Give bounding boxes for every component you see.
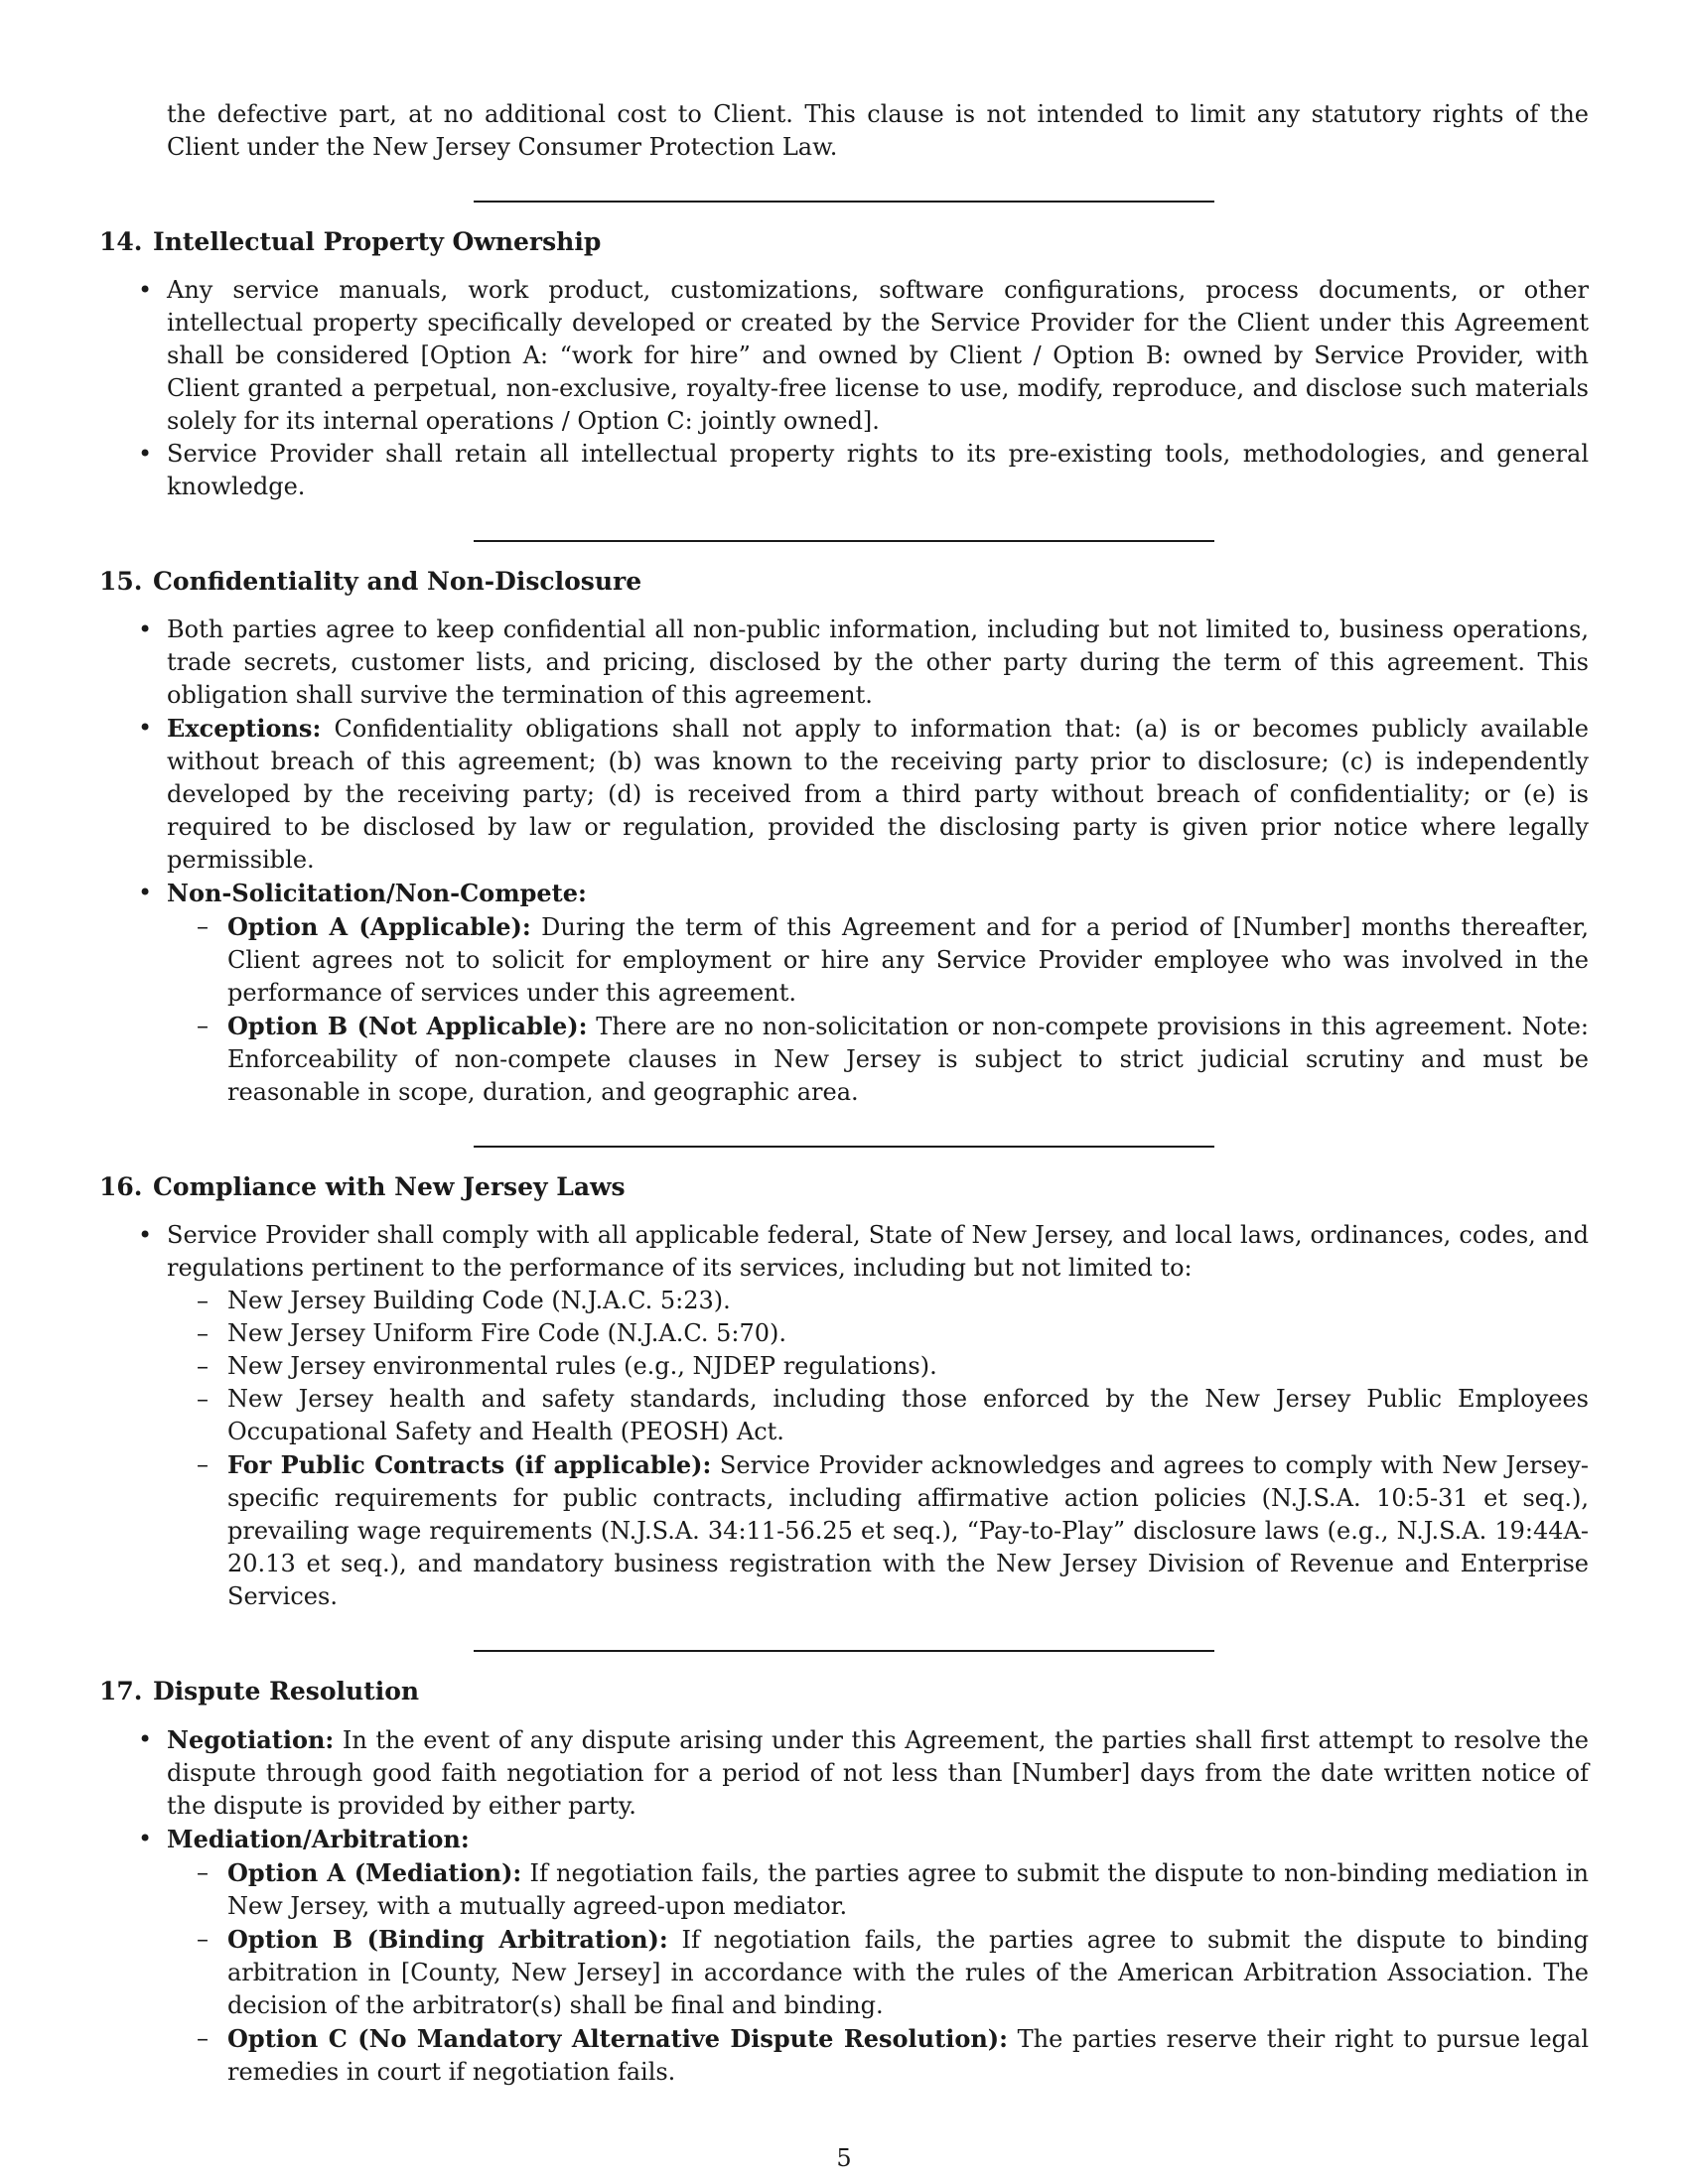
list-item: • Both parties agree to keep confidential all non-public information, including but not limited to, business operations, trade secrets, customer lists, and pricing, disclosed by the other party during the term of this agreement. This obligation shall survive the termination of this agreement.	[99, 614, 1589, 712]
list-item	[99, 877, 1589, 1109]
page-content	[99, 98, 1589, 2089]
item-text: There are no non-solicitation or non-compete provisions in this agreement. Note: Enforceability of non-compete clauses in New Jersey is subject to strict judicial scrutiny and must be reasonable in scope, duration, and geographic area.	[227, 1013, 1589, 1106]
item-text: Confidentiality obligations shall not apply to information that: (a) is or becomes publicly available without breach of this agreement; (b) was known to the receiving party prior to disclosure; (c) is independently developed by the receiving party; (d) is received from a third party without breach of confidentiality; or (e) is required to be disclosed by law or regulation, provided the disclosing party is given prior notice where legally permissible.	[167, 715, 1589, 874]
section-16-heading	[99, 1170, 1589, 1203]
sub-item	[167, 910, 1589, 1010]
item-label: Negotiation:	[167, 1725, 335, 1754]
section-divider	[474, 1146, 1214, 1148]
intro-paragraph: the defective part, at no additional cost to Client. This clause is not intended to limit any statutory rights of the Client under the New Jersey Consumer Protection Law.	[167, 100, 1589, 161]
section-title: Compliance with New Jersey Laws	[153, 1172, 626, 1201]
item-label: Mediation/Arbitration:	[167, 1825, 470, 1853]
section-title: Dispute Resolution	[153, 1677, 420, 1706]
item-text: Service Provider shall comply with all applicable federal, State of New Jersey, and local laws, ordinances, codes, and regulations pertinent to the performance of its services, including but not limited to:	[167, 1221, 1589, 1282]
item-label: Option B (Not Applicable):	[227, 1012, 588, 1040]
page-number: 5	[836, 2144, 852, 2172]
item-label: Exceptions:	[167, 714, 322, 743]
section-14-heading	[99, 225, 1589, 258]
section-17-list	[99, 1723, 1589, 2089]
item-label: For Public Contracts (if applicable):	[227, 1450, 712, 1479]
sub-list	[167, 1285, 1589, 1613]
item-label: Non-Solicitation/Non-Compete:	[167, 879, 587, 907]
sub-item: – New Jersey Building Code (N.J.A.C. 5:23).	[167, 1285, 1589, 1317]
item-label: Option C (No Mandatory Alternative Dispute Resolution):	[227, 2024, 1008, 2053]
sub-item	[167, 1448, 1589, 1613]
item-text: In the event of any dispute arising under this Agreement, the parties shall first attempt to resolve the dispute through good faith negotiation for a period of not less than [Number] days from the date written notice of the dispute is provided by either party.	[167, 1726, 1589, 1820]
section-title: Confidentiality and Non-Disclosure	[153, 567, 642, 596]
list-item: • Service Provider shall retain all intellectual property rights to its pre-existing tools, methodologies, and general knowledge.	[99, 438, 1589, 503]
section-divider	[474, 1650, 1214, 1652]
item-text: During the term of this Agreement and for a period of [Number] months thereafter, Client agrees not to solicit for employment or hire any Service Provider employee who was involved in the performance of services under this agreement.	[227, 913, 1589, 1007]
sub-list	[167, 910, 1589, 1109]
sub-item: – New Jersey Uniform Fire Code (N.J.A.C. 5:70).	[167, 1317, 1589, 1350]
list-item: • Any service manuals, work product, customizations, software configurations, process documents, or other intellectual property specifically developed or created by the Service Provider for the Client under this Agreement shall be considered [Option A: “work for hire” and owned by Client / Option B: owned by Service Provider, with Client granted a perpetual, non-exclusive, royalty-free license to use, modify, reproduce, and disclose such materials solely for its internal operations / Option C: jointly owned].	[99, 274, 1589, 438]
section-17-heading	[99, 1675, 1589, 1707]
section-15-heading	[99, 565, 1589, 598]
section-number: 16.	[99, 1172, 143, 1201]
section-number: 14.	[99, 227, 143, 256]
section-divider	[474, 540, 1214, 542]
sub-item	[167, 1010, 1589, 1109]
section-divider	[474, 201, 1214, 203]
section-15-list	[99, 614, 1589, 1109]
sub-item: – New Jersey environmental rules (e.g., NJDEP regulations).	[167, 1350, 1589, 1383]
sub-item: – New Jersey health and safety standards, including those enforced by the New Jersey Public Employees Occupational Safety and Health (PEOSH) Act.	[167, 1383, 1589, 1448]
sub-item	[167, 2022, 1589, 2089]
section-number: 15.	[99, 567, 143, 596]
sub-list	[167, 1856, 1589, 2089]
sub-item	[167, 1856, 1589, 1923]
sub-item	[167, 1923, 1589, 2022]
list-item	[99, 1219, 1589, 1613]
item-label: Option A (Mediation):	[227, 1858, 522, 1887]
list-item	[99, 1823, 1589, 2089]
item-text: Service Provider acknowledges and agrees to comply with New Jersey-specific requirements for public contracts, including affirmative action policies (N.J.S.A. 10:5-31 et seq.), prevailing wage requirements (N.J.S.A. 34:11-56.25 et seq.), “Pay-to-Play” disclosure laws (e.g., N.J.S.A. 19:44A-20.13 et seq.), and mandatory business registration with the New Jersey Division of Revenue and Enterprise Services.	[227, 1451, 1589, 1610]
section-14-list	[99, 274, 1589, 503]
item-label: Option B (Binding Arbitration):	[227, 1925, 668, 1954]
item-text: If negotiation fails, the parties agree to submit the dispute to binding arbitration in [County, New Jersey] in accordance with the rules of the American Arbitration Association. The decision of the arbitrator(s) shall be final and binding.	[227, 1926, 1590, 2019]
item-text: The parties reserve their right to pursue legal remedies in court if negotiation fails.	[227, 2025, 1589, 2086]
section-title: Intellectual Property Ownership	[153, 227, 602, 256]
section-number: 17.	[99, 1677, 143, 1706]
list-item	[99, 712, 1589, 877]
section-16-list	[99, 1219, 1589, 1613]
item-text: If negotiation fails, the parties agree to submit the dispute to non-binding mediation in New Jersey, with a mutually agreed-upon mediator.	[227, 1859, 1589, 1920]
item-label: Option A (Applicable):	[227, 912, 531, 941]
list-item	[99, 1723, 1589, 1823]
